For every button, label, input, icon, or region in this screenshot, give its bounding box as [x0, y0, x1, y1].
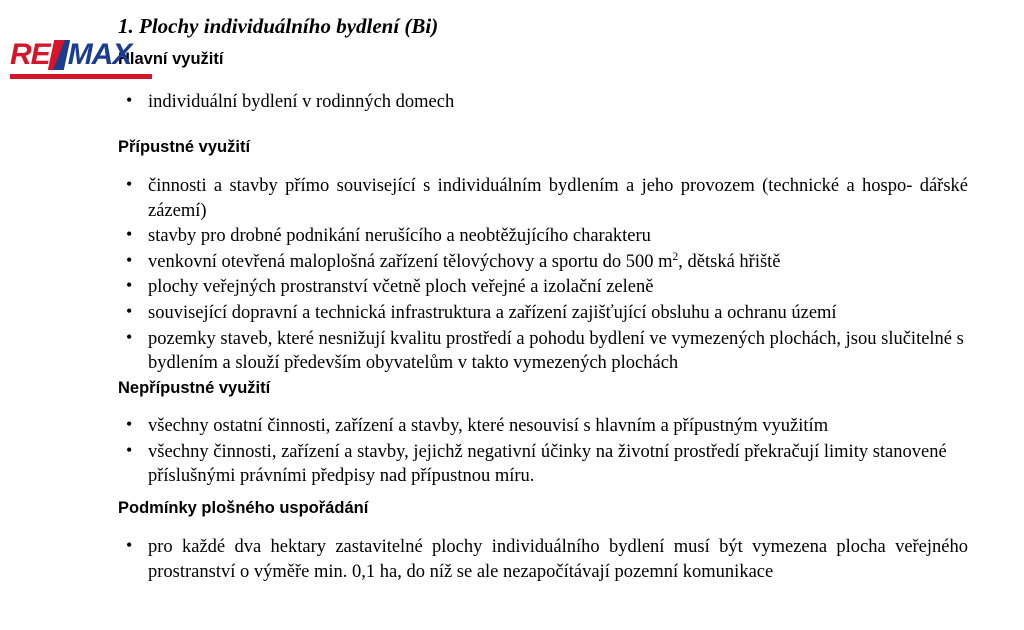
logo-text-max: MAX — [67, 38, 132, 71]
list-item — [118, 301, 968, 326]
list-item-text-a: venkovní otevřená maloplošná zařízení tělovýchovy a sportu do 500 m — [148, 251, 673, 272]
section-list-nepripustne-vyuziti — [118, 414, 968, 490]
heading-text: Podmínky plošného uspořádání — [118, 499, 369, 517]
logo-underline — [10, 74, 152, 79]
list-item-text: stavby pro drobné podnikání nerušícího a neobtěžujícího charakteru — [148, 226, 651, 247]
section-heading-pripustne-vyuziti — [118, 138, 968, 157]
list-item-text-line1: činnosti a stavby přímo související s individuálním bydlením a jeho provozem (technické a hospo- — [148, 176, 913, 196]
section-list-hlavni-vyuziti — [118, 90, 968, 116]
section-heading-nepripustne-vyuziti — [118, 379, 968, 398]
list-item-text-b: , dětská hřiště — [678, 251, 781, 272]
list-item-text-line2: veřejného prostranství o výměře min. 0,1 ha, do níž se ale nezapočítávají pozemní komunikace — [148, 537, 968, 582]
list-item-text-line1: pro každé dva hektary zastavitelné plochy individuálního bydlení musí být vymezena plocha — [148, 537, 886, 557]
list-item — [118, 224, 968, 249]
list-item-text-line2: slučitelné s bydlením a slouží především obyvatelům v takto vymezených plochách — [148, 328, 964, 374]
list-item — [118, 414, 968, 439]
heading-text: Hlavní využití — [118, 50, 224, 68]
heading-text: Přípustné využití — [118, 138, 251, 156]
list-item — [118, 90, 968, 115]
section-heading-podminky-plosneho-usporadani — [118, 499, 968, 518]
list-item-text-line2: dářské zázemí) — [148, 176, 969, 221]
logo-text-re: RE — [10, 38, 50, 71]
list-item — [118, 535, 968, 584]
section-list-pripustne-vyuziti — [118, 174, 968, 377]
list-item — [118, 327, 968, 376]
heading-text: Nepřípustné využití — [118, 379, 271, 397]
list-item-text: související dopravní a technická infrastruktura a zařízení zajišťující obsluhu a ochranu území — [148, 302, 837, 323]
bullet-list — [118, 90, 968, 115]
list-item — [118, 174, 968, 223]
superscript-two: 2 — [672, 250, 679, 263]
section-list-podminky-plosneho-usporadani — [118, 535, 968, 585]
bullet-list — [118, 174, 968, 376]
list-item — [118, 250, 968, 275]
list-item-text: všechny ostatní činnosti, zařízení a stavby, které nesouvisí s hlavním a přípustným využitím — [148, 416, 829, 436]
bullet-list — [118, 414, 968, 489]
page-title: 1. Plochy individuálního bydlení (Bi) — [118, 14, 439, 38]
list-item — [118, 440, 968, 489]
list-item-text: plochy veřejných prostranství včetně ploch veřejné a izolační zeleně — [148, 277, 654, 298]
bullet-list — [118, 535, 968, 584]
remax-logo — [10, 40, 131, 70]
list-item-text: individuální bydlení v rodinných domech — [148, 92, 455, 112]
list-item — [118, 275, 968, 300]
list-item-text-line1: všechny činnosti, zařízení a stavby, jejichž negativní účinky na životní prostředí překračují limity — [148, 441, 869, 462]
section-heading-hlavni-vyuziti — [118, 50, 968, 69]
logo-slash-icon — [47, 40, 69, 70]
list-item-text-line1: pozemky staveb, které nesnižují kvalitu prostředí a pohodu bydlení ve vymezených plochách, jsou — [148, 328, 877, 349]
list-item-text-line2: stanovené příslušnými právními předpisy nad přípustnou míru. — [148, 441, 947, 487]
